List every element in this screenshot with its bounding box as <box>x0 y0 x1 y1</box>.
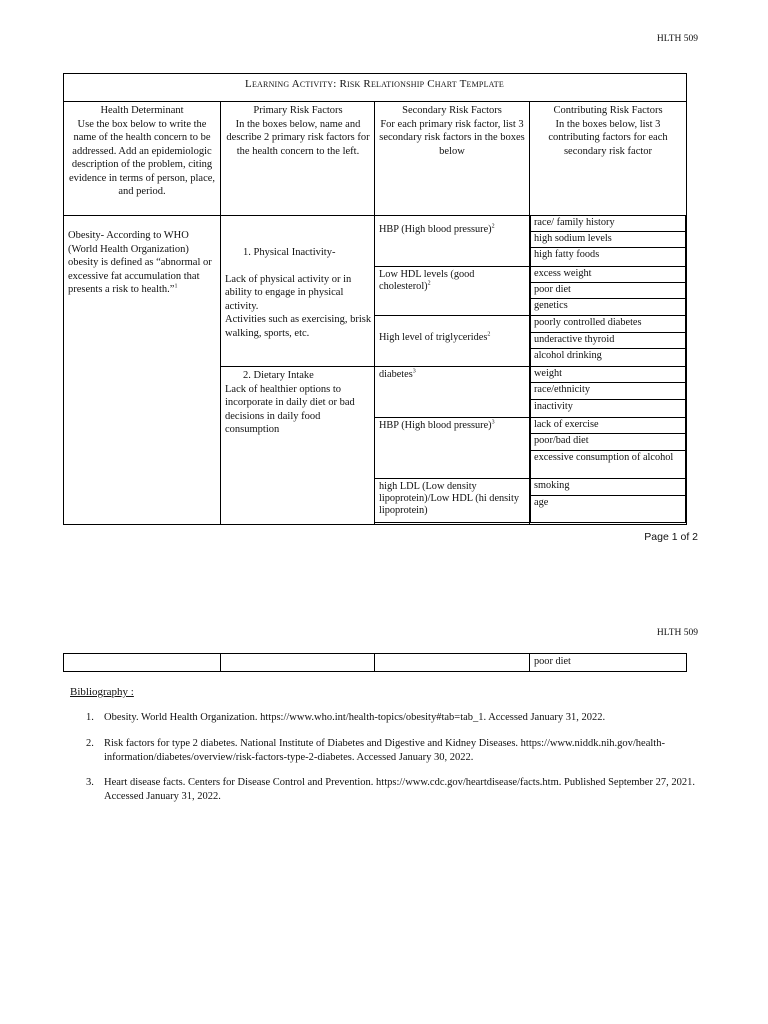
citation: 3 <box>412 368 416 375</box>
reference-number: 3. <box>86 777 94 788</box>
primary-factor-desc: Lack of physical activity or in ability to engage in physical activity. Activities such as exercising, brisk walking, sports, etc. <box>225 273 372 339</box>
contributing-factor: age <box>529 495 686 523</box>
column-heading: Secondary Risk Factors <box>402 105 502 116</box>
contributing-factor: poorly controlled diabetes <box>529 315 686 333</box>
page-number: Page 1 of 2 <box>644 531 698 543</box>
chart-title: Learning Activity: Risk Relationship Chart Template <box>245 78 504 90</box>
divider <box>220 101 221 524</box>
citation: 1 <box>174 283 178 290</box>
contributing-factor: smoking <box>529 478 686 496</box>
contributing-factor: poor diet <box>529 282 686 299</box>
contributing-factor: poor diet <box>534 656 571 667</box>
contributing-factor: high fatty foods <box>529 247 686 267</box>
column-header-secondary <box>378 104 526 158</box>
contributing-factor: race/ethnicity <box>529 382 686 400</box>
secondary-factor <box>374 366 531 418</box>
contributing-factor: weight <box>529 366 686 383</box>
contributing-factor: alcohol drinking <box>529 348 686 367</box>
column-header-primary <box>224 104 372 158</box>
column-heading: Primary Risk Factors <box>253 105 343 116</box>
bibliography-title: Bibliography : <box>70 686 134 698</box>
column-heading: Contributing Risk Factors <box>553 105 663 116</box>
column-instructions: In the boxes below, name and describe 2 primary risk factors for the health concern to the left. <box>226 118 370 157</box>
secondary-factor <box>374 266 531 316</box>
contributing-factor: lack of exercise <box>529 417 686 434</box>
secondary-factor-text: Low HDL levels (good cholesterol) <box>379 269 475 292</box>
health-determinant-text <box>68 229 216 297</box>
column-header-contributing <box>533 104 683 158</box>
column-instructions: In the boxes below, list 3 contributing factors for each secondary risk factor <box>548 118 668 157</box>
secondary-factor <box>374 417 531 479</box>
reference-text: Risk factors for type 2 diabetes. National Institute of Diabetes and Digestive and Kidney Diseases. https://www.niddk.nih.gov/health-information/diabetes/overview/risk-factors-type-2-diabetes. Accessed January 30, 2022. <box>104 738 665 763</box>
column-instructions: For each primary risk factor, list 3 secondary risk factors in the boxes below <box>379 118 525 157</box>
primary-factor-title: 2. Dietary Intake <box>243 370 314 381</box>
health-determinant-body: Obesity- According to WHO (World Health Organization) obesity is defined as “abnormal or excessive fat accumulation that presents a risk to health.” <box>68 230 212 295</box>
column-header-health-determinant <box>66 104 218 199</box>
course-code: HLTH 509 <box>656 628 698 638</box>
contributing-factor: underactive thyroid <box>529 332 686 349</box>
secondary-factor <box>374 315 531 367</box>
divider <box>220 654 221 671</box>
secondary-factor-text: diabetes <box>379 369 413 380</box>
citation: 2 <box>487 331 491 338</box>
citation: 2 <box>491 223 495 230</box>
course-code: HLTH 509 <box>656 34 698 44</box>
contributing-factor: inactivity <box>529 399 686 418</box>
contributing-factor: poor/bad diet <box>529 433 686 451</box>
secondary-factor-text: high LDL (Low density lipoprotein)/Low HDL (hi density lipoprotein) <box>379 481 520 516</box>
contributing-factor: excess weight <box>529 266 686 283</box>
divider <box>374 654 375 671</box>
column-heading: Health Determinant <box>100 105 184 116</box>
reference-text: Heart disease facts. Centers for Disease Control and Prevention. https://www.cdc.gov/heartdisease/facts.htm. Published September 27, 2021. Accessed January 31, 2022. <box>104 777 695 802</box>
column-instructions: Use the box below to write the name of the health concern to be addressed. Add an epidemiologic description of the problem, citing evidence in terms of person, place, and period. <box>68 118 216 197</box>
reference-item <box>86 737 696 765</box>
contributing-factor: race/ family history <box>529 215 686 232</box>
secondary-factor <box>374 478 531 523</box>
contributing-factor: high sodium levels <box>529 231 686 248</box>
reference-number: 2. <box>86 738 94 749</box>
citation: 2 <box>427 280 431 287</box>
primary-factor-title: 1. Physical Inactivity- <box>243 246 336 258</box>
secondary-factor-text: HBP (High blood pressure) <box>379 224 492 235</box>
secondary-factor-text: High level of triglycerides <box>379 332 488 343</box>
reference-text: Obesity. World Health Organization. https://www.who.int/health-topics/obesity#tab=tab_1. Accessed January 31, 2022. <box>104 712 606 723</box>
table-continuation <box>63 653 687 672</box>
primary-risk-factor-1 <box>225 232 372 354</box>
secondary-factor <box>374 215 531 267</box>
divider <box>64 101 686 102</box>
divider <box>529 654 530 671</box>
risk-chart-table <box>63 73 687 525</box>
contributing-factor: excessive consumption of alcohol <box>529 450 686 479</box>
reference-number: 1. <box>86 712 94 723</box>
contributing-factor: genetics <box>529 298 686 316</box>
primary-risk-factor-2 <box>225 369 372 437</box>
reference-item <box>86 776 696 804</box>
secondary-factor-text: HBP (High blood pressure) <box>379 420 492 431</box>
primary-factor-desc: Lack of healthier options to incorporate in daily diet or bad decisions in daily food consumption <box>225 383 355 435</box>
citation: 3 <box>491 419 495 426</box>
reference-item <box>86 711 696 725</box>
